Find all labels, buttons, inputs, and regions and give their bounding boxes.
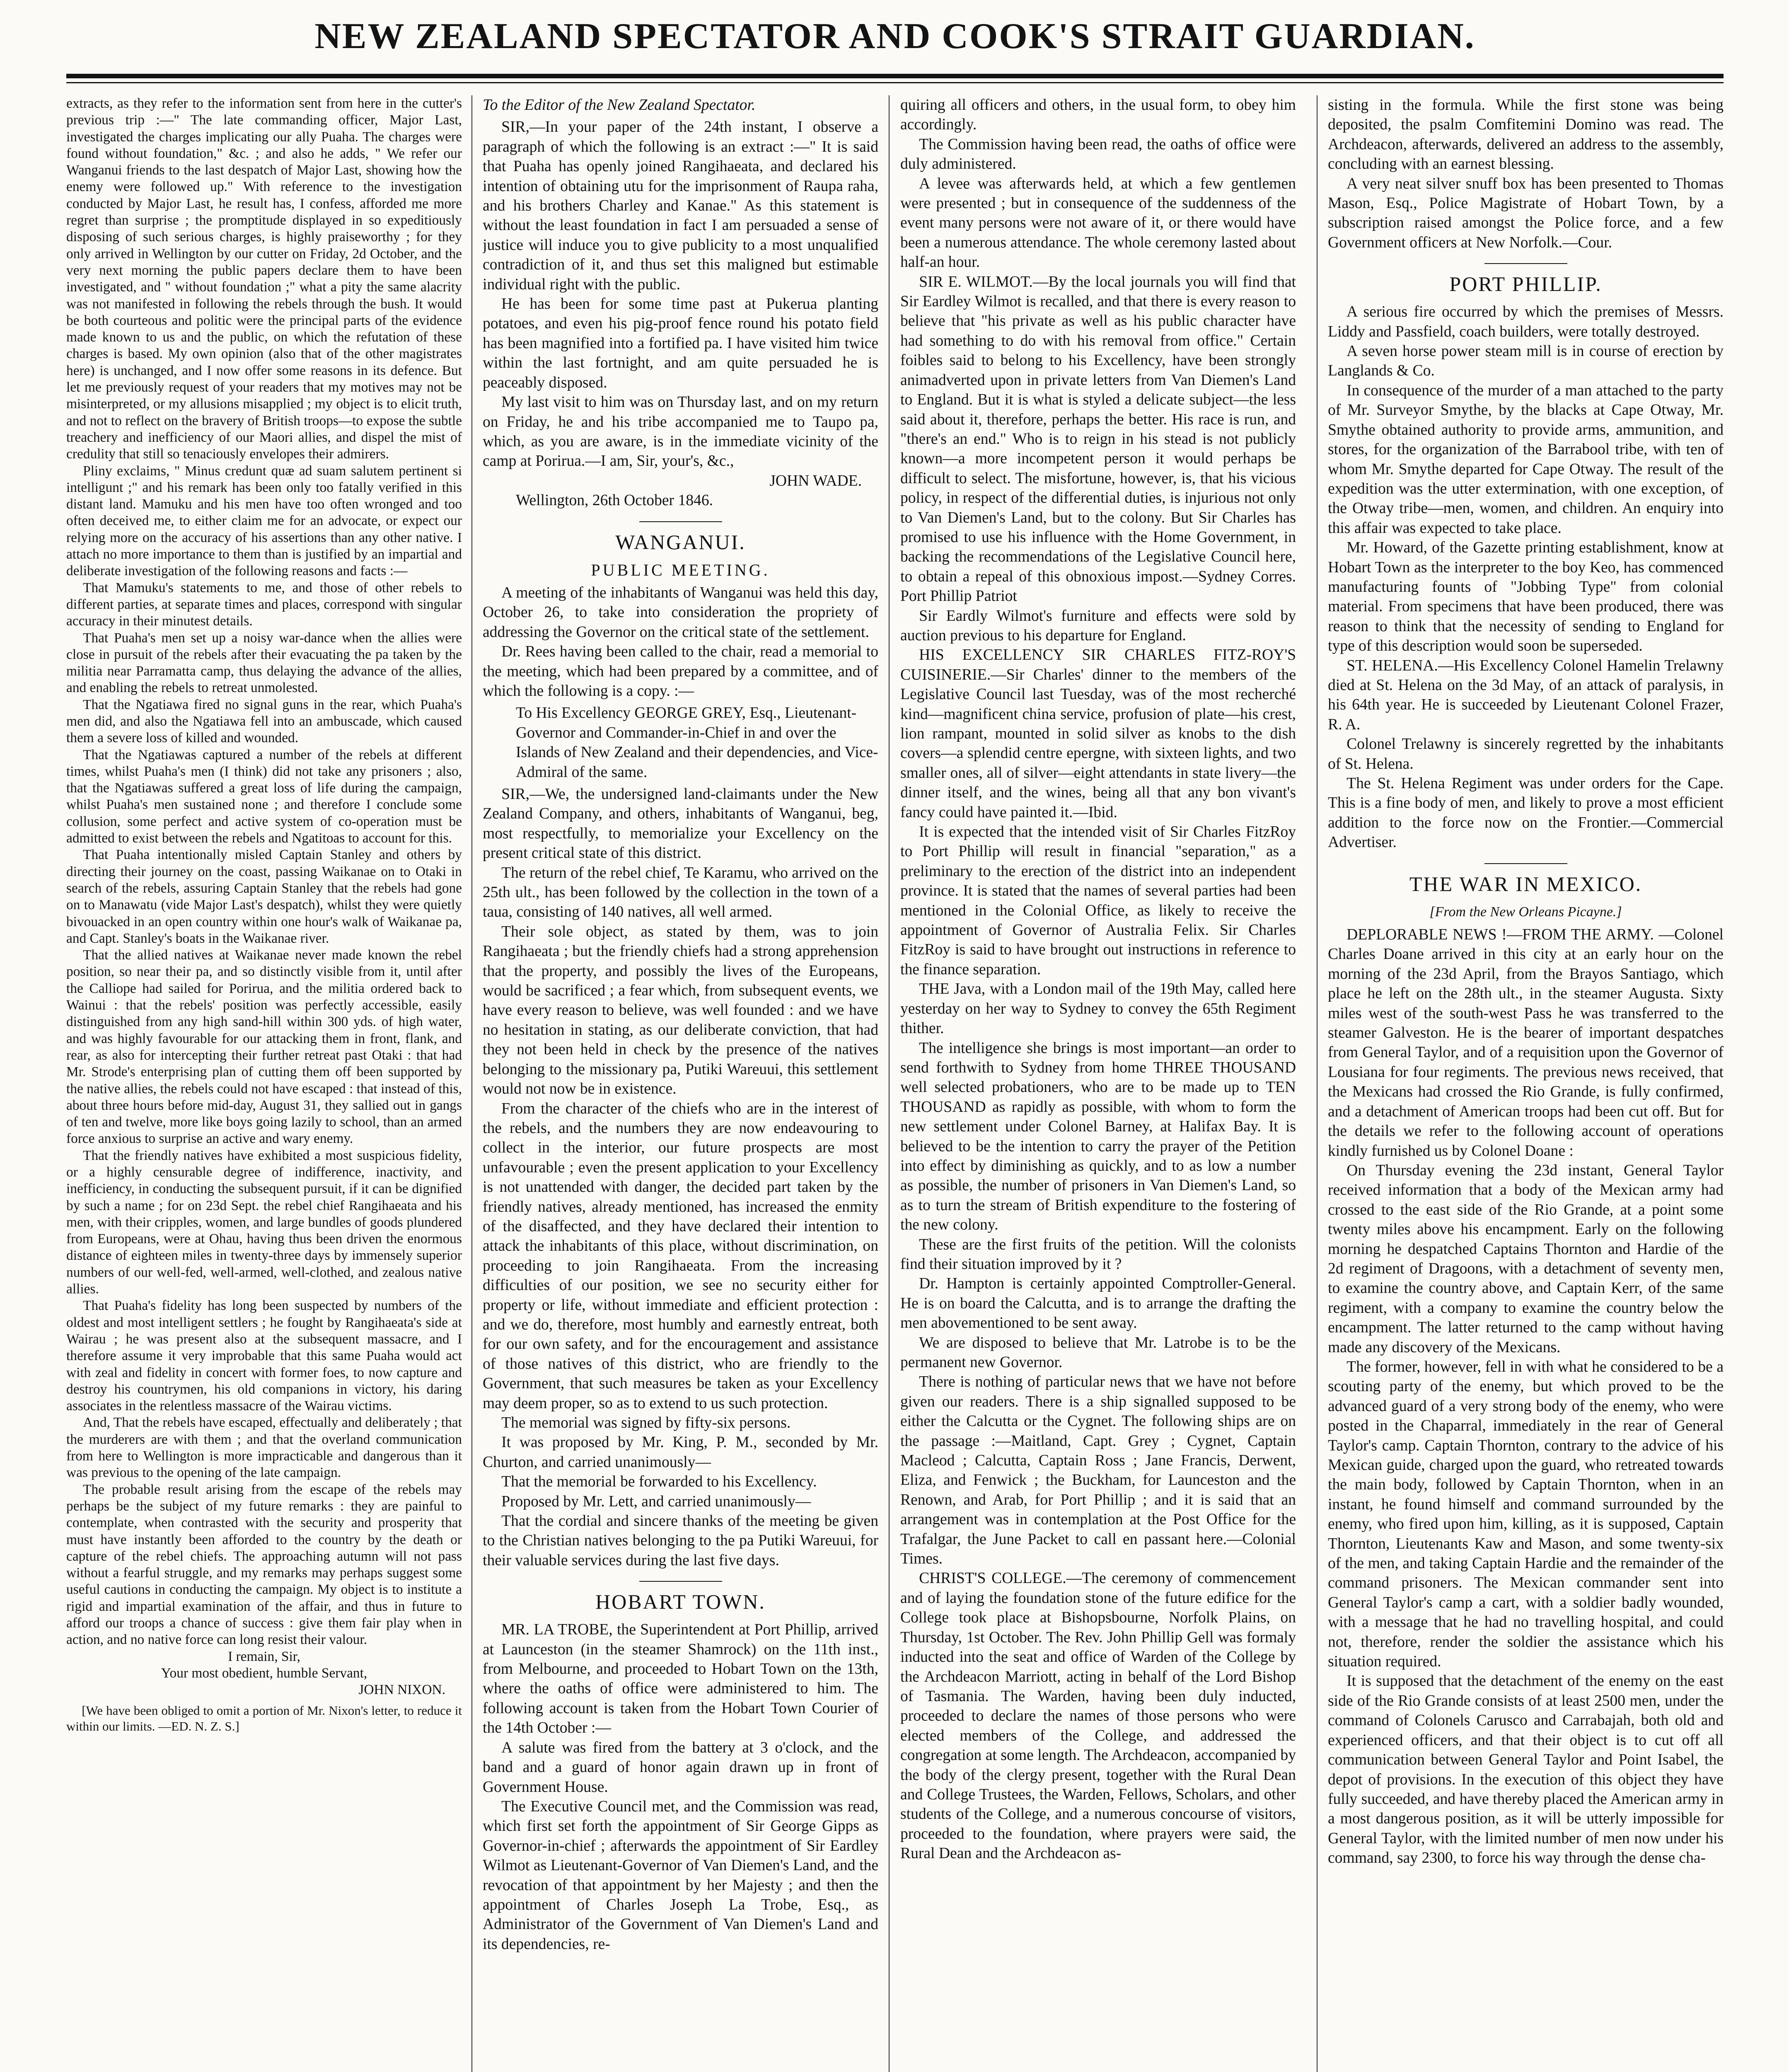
- article-paragraph: Mr. Howard, of the Gazette printing establishment, know at Hobart Town as the interpreter to the boy Keo, has commenced manufacturing founts of "Jobbing Type" from colonial material. From specimens that have been produced, there was reason to think that the necessity of sending to England for type of this description would soon be superseded.: [1328, 539, 1724, 655]
- article-paragraph: The former, however, fell in with what he considered to be a scouting party of the enemy, but which proved to be the advanced guard of a very strong body of the enemy, who were posted in the Chaparral, immediately in the rear of General Taylor's camp. Captain Thornton, contrary to the advice of his Mexican guide, charged upon the guard, who retreated towards the main body, followed by Captain Thornton, when in an instant, he found himself and command surrounded by the enemy, who fired upon him, killing, as it is supposed, Captain Thornton, Lieutenants Kaw and Mason, and some twenty-six of the men, and taking Captain Hardie and the remainder of the command prisoners. The Mexican commander sent into General Taylor's camp a cart, with a soldier badly wounded, with a message that he had no travelling hospital, and could not, therefore, render the soldier the assistance which his situation required.: [1328, 1358, 1724, 1670]
- article-paragraph: A serious fire occurred by which the premises of Messrs. Liddy and Passfield, coach builders, were totally destroyed.: [1328, 303, 1724, 340]
- heading-wanganui: WANGANUI.: [615, 530, 746, 554]
- article-paragraph: The St. Helena Regiment was under orders for the Cape. This is a fine body of men, and likely to prove a most efficient addition to the force now on the Frontier.—Commercial Advertiser.: [1328, 775, 1724, 851]
- article-paragraph: Their sole object, as stated by them, was to join Rangihaeata ; but the friendly chiefs had a strong apprehension that the property, and possibly the lives of the Europeans, would be sacrificed ; a fear which, from subsequent events, we have every reason to believe, was well founded : and we have no hesitation in stating, as our deliberate conviction, that had they not been held in check by the presence of the natives belonging to the missionary pa, Putiki Wareuui, this settlement would not now be in existence.: [483, 923, 878, 1098]
- column-1: [66, 95, 462, 2072]
- article-paragraph: Dr. Hampton is certainly appointed Comptroller-General. He is on board the Calcutta, and is to arrange the drafting the men abovementioned to be sent away.: [900, 1275, 1296, 1332]
- article-paragraph: SIR,—We, the undersigned land-claimants under the New Zealand Company, and others, inhabitants of Wanganui, beg, most respectfully, to memorialize your Excellency on the present critical state of this district.: [483, 786, 878, 862]
- memorial-body: [483, 784, 878, 1570]
- article-paragraph: Proposed by Mr. Lett, and carried unanimously—: [501, 1493, 811, 1510]
- article-paragraph: The return of the rebel chief, Te Karamu, who arrived on the 25th ult., has been followed by the collection in the town of a taua, consisting of 140 natives, all well armed.: [483, 864, 878, 921]
- article-paragraph: That the memorial be forwarded to his Excellency.: [501, 1473, 817, 1491]
- article-paragraph: A seven horse power steam mill is in course of erection by Langlands & Co.: [1328, 343, 1724, 380]
- section-rule: [639, 521, 722, 522]
- wade-place-date: Wellington, 26th October 1846.: [516, 492, 713, 509]
- heading-war-in-mexico: THE WAR IN MEXICO.: [1409, 872, 1642, 896]
- war-body: [1328, 925, 1724, 1868]
- article-paragraph: A salute was fired from the battery at 3 o'clock, and the band and a guard of honor again drawn up in front of Government House.: [483, 1739, 878, 1796]
- article-paragraph: Colonel Trelawny is sincerely regretted by the inhabitants of St. Helena.: [1328, 736, 1724, 772]
- article-paragraph: That the Ngatiawas captured a number of the rebels at different times, whilst Puaha's men (I think) did not take any prisoners ; also, that the Ngatiawas suffered a great loss of life during the campaign, whilst Puaha's men sustained none ; and therefore I conclude some collusion, some perfect and active system of co-operation must be admitted to exist between the rebels and Ngatitoas to account for this.: [66, 747, 462, 846]
- letter-servant: Your most obedient, humble Servant,: [161, 1665, 367, 1681]
- column-divider: [471, 95, 472, 2072]
- article-paragraph: The intelligence she brings is most important—an order to send forthwith to Sydney from home THREE THOUSAND well selected probationers, who are to be made up to TEN THOUSAND as rapidly as possible, with whom to form the new settlement under Colonel Barney, at Halifax Bay. It is believed to be the intention to carry the prayer of the Petition into effect by diminishing as quickly, and to as low a number as possible, the number of prisoners in Van Diemen's Land, so as to turn the stream of British expenditure to the fostering of the new colony.: [900, 1039, 1296, 1234]
- column-divider: [1317, 95, 1318, 2072]
- article-paragraph: From the character of the chiefs who are in the interest of the rebels, and the numbers they are now endeavouring to collect in the interior, our future prospects are most unfavourable ; even the present application to your Excellency is not unattended with danger, the decided part taken by the friendly natives, already mentioned, has increased the enmity of the disaffected, and they have declared their intention to attack the inhabitants of this place, without discrimination, on proceeding to join Rangihaeata. From the increasing difficulties of our position, we see no security either for property or life, without immediate and efficient protection : and we do, therefore, most humbly and earnestly entreat, both for our own safety, and for the encouragement and assistance of those natives of this district, who are friendly to the Government, that such measures be taken as your Excellency may deem proper, so as to extend to us such protection.: [483, 1100, 878, 1412]
- article-paragraph: The Commission having been read, the oaths of office were duly administered.: [900, 136, 1296, 173]
- section-rule: [1484, 263, 1567, 264]
- article-paragraph: MR. LA TROBE, the Superintendent at Port Phillip, arrived at Launceston (in the steamer Shamrock) on the 11th inst., from Melbourne, and proceeded to Hobart Town on the 13th, where the oaths of office were administered to him. The following account is taken from the Hobart Town Courier of the 14th October :—: [483, 1621, 878, 1737]
- article-paragraph: SIR,—In your paper of the 24th instant, I observe a paragraph of which the following is an extract :—" It is said that Puaha has openly joined Rangihaeata, and declared his intention of obtaining utu for the imprisonment of Raupa raha, and his brothers Charley and Kanae." As this statement is without the least foundation in fact I am persuaded a sense of justice will induce you to give publicity to a most unqualified contradiction of it, and thus set this maligned but estimable individual right with the public.: [483, 119, 878, 293]
- article-paragraph: It is supposed that the detachment of the enemy on the east side of the Rio Grande consists of at least 2500 men, under the command of Colonels Carusco and Carrabajah, both old and experienced officers, and that their object is to cut off all communication between General Taylor and Point Isabel, the depot of provisions. In the execution of this object they have fully succeeded, and have thereby placed the American army in a most dangerous position, as it will be utterly impossible for General Taylor, with the limited number of men now under his command, say 2300, to force his way through the dense cha-: [1328, 1673, 1724, 1867]
- column-4: [1328, 95, 1724, 2072]
- section-rule: [639, 1581, 722, 1582]
- article-paragraph: That the allied natives at Waikanae never made known the rebel position, so near their pa, and so distinctly visible from it, until after the Calliope had sailed for Porirua, and the militia ordered back to Wainui : that the rebels' position was perfectly accessible, easily distinguished from any high sand-hill within 300 yds. of high water, and was highly favourable for our attacking them in front, flank, and rear, as also for intercepting their further retreat past Otaki : that had Mr. Strode's enterprising plan of cutting them off been supported by the native allies, the rebels could not have escaped : that instead of this, about three hours before mid-day, August 31, they sallied out in gangs of ten and twelve, more like boys going lazily to school, than an armed force anxious to surprise an active and wary enemy.: [66, 947, 462, 1147]
- column-2: [483, 95, 878, 2072]
- subheading-public-meeting: PUBLIC MEETING.: [591, 560, 770, 579]
- masthead-rule-thin: [66, 82, 1724, 83]
- article-paragraph: A very neat silver snuff box has been presented to Thomas Mason, Esq., Police Magistrate of Hobart Town, by a subscription raised amongst the Police force, and a few Government officers at New Norfolk.—Cour.: [1328, 175, 1724, 251]
- article-paragraph: THE Java, with a London mail of the 19th May, called here yesterday on her way to Sydney to convey the 65th Regiment thither.: [900, 980, 1296, 1037]
- column-divider: [889, 95, 890, 2072]
- heading-port-phillip: PORT PHILLIP.: [1449, 272, 1602, 296]
- article-paragraph: A meeting of the inhabitants of Wanganui was held this day, October 26, to take into consideration the propriety of addressing the Governor on the critical state of the settlement.: [483, 584, 878, 641]
- wade-signature: JOHN WADE.: [769, 472, 862, 489]
- article-paragraph: These are the first fruits of the petition. Will the colonists find their situation improved by it ?: [900, 1236, 1296, 1273]
- letter-signature: JOHN NIXON.: [358, 1682, 445, 1698]
- article-paragraph: Pliny exclaims, " Minus credunt quæ ad suam salutem pertinent si intelligunt ;" and his remark has been only too fatally verified in this distant land. Mamuku and his men have too often wronged and too often deceived me, to either claim me for an advocate, or expect our relying more on the accuracy of his assertions than any other native. I attach no more importance to them than is justified by an impartial and deliberate investigation of the following reasons and facts :—: [66, 463, 462, 579]
- letter-to-editor: To the Editor of the New Zealand Spectator.: [483, 97, 756, 114]
- article-paragraph: DEPLORABLE NEWS !—FROM THE ARMY. —Colonel Charles Doane arrived in this city at an early hour on the morning of the 23d April, from the Brayos Santiago, which place he left on the 28th ult., in the steamer Augusta. Sixty miles west of the south-west Pass he was transferred to the steamer Galveston. He is the bearer of important despatches from General Taylor, and of a requisition upon the Governor of Lousiana for four regiments. The previous news received, that the Mexicans had crossed the Rio Grande, is fully confirmed, and a detachment of American troops had been cut off. But for the details we refer to the following account of operations kindly furnished us by Colonel Doane :: [1328, 926, 1724, 1159]
- article-paragraph: quiring all officers and others, in the usual form, to obey him accordingly.: [900, 97, 1296, 133]
- article-paragraph: Dr. Rees having been called to the chair, read a memorial to the meeting, which had been prepared by a committee, and of which the following is a copy. :—: [483, 643, 878, 700]
- masthead-title: NEW ZEALAND SPECTATOR AND COOK'S STRAIT GUARDIAN.: [314, 16, 1475, 56]
- article-paragraph: In consequence of the murder of a man attached to the party of Mr. Surveyor Smythe, by the blacks at Cape Otway, Mr. Smythe obtained authority to provide arms, ammunition, and stores, for the organization of the Barrabool tribe, with ten of whom Mr. Smythe departed for Cape Otway. The result of the expedition was the utter extermination, with one exception, of the Otway tribe—men, women, and children. An enquiry into this affair was expected to take place.: [1328, 382, 1724, 537]
- editor-note: [We have been obliged to omit a portion of Mr. Nixon's letter, to reduce it within our limits. —ED. N. Z. S.]: [66, 1703, 462, 1733]
- article-paragraph: It was proposed by Mr. King, P. M., seconded by Mr. Churton, and carried unanimously—: [483, 1434, 878, 1471]
- article-paragraph: ST. HELENA.—His Excellency Colonel Hamelin Trelawny died at St. Helena on the 3d May, of an attack of paralysis, in his 64th year. He is succeeded by Lieutenant Colonel Frazer, R. A.: [1328, 657, 1724, 733]
- article-paragraph: sisting in the formula. While the first stone was being deposited, the psalm Comfitemini Domino was read. The Archdeacon, afterwards, delivered an address to the assembly, concluding with an earnest blessing.: [1328, 97, 1724, 173]
- wade-letter-body: [483, 117, 878, 471]
- article-paragraph: The probable result arising from the escape of the rebels may perhaps be the subject of my future remarks : they are painful to contemplate, when contrasted with the security and prosperity that must have instantly been afforded to the country by the death or capture of the rebel chiefs. The approaching autumn will not pass without a fearful struggle, and my remarks may perhaps suggest some useful cautions in conducting the campaign. My object is to institute a rigid and impartial examination of the affair, and thus in future to afford our troops a chance of success : give them fair play when in action, and no native force can long resist their valour.: [66, 1481, 462, 1648]
- article-paragraph: That Puaha intentionally misled Captain Stanley and others by directing their journey on the coast, passing Waikanae on to Otaki in search of the rebels, assuring Captain Stanley that the rebels had gone on to Manawatu (vide Major Last's despatch), whilst they were quietly bivouacked in an open country within one hour's walk of Waikanae pa, and Capt. Stanley's boats in the Waikanae river.: [66, 847, 462, 946]
- columns: [66, 95, 1724, 2072]
- column-4-intro: [1328, 95, 1724, 252]
- article-paragraph: Sir Eardly Wilmot's furniture and effects were sold by auction previous to his departure for England.: [900, 607, 1296, 644]
- letter-closing: I remain, Sir,: [228, 1648, 300, 1664]
- wanganui-body: [483, 583, 878, 701]
- port-phillip-body: [1328, 302, 1724, 852]
- column-3-body: [900, 95, 1296, 1864]
- article-paragraph: That the friendly natives have exhibited a most suspicious fidelity, or a highly censurable degree of indifference, inactivity, and inefficiency, in conducting the subsequent pursuit, if it can be dignified by such a name ; for on 23d Sept. the rebel chief Rangihaeata and his men, with their cripples, women, and large bundles of goods plundered from Europeans, were at Ohau, having thus been driven the enormous distance of eighteen miles in twenty-three days by immensely superior numbers of our well-fed, well-armed, well-clothed, and zealous native allies.: [66, 1147, 462, 1297]
- hobart-body: [483, 1620, 878, 1954]
- article-paragraph: On Thursday evening the 23d instant, General Taylor received information that a body of the Mexican army had crossed to the east side of the Rio Grande, at a point some twenty miles above his encampment. Early on the following morning he despatched Captains Thornton and Hardie of the 2d regiment of Dragoons, with a detachment of seventy men, to examine the country above, and Captain Kerr, of the same regiment, with a company to examine the country below the encampment. The latter returned to the camp without having made any discovery of the Mexicans.: [1328, 1162, 1724, 1356]
- article-paragraph: And, That the rebels have escaped, effectually and deliberately ; that the murderers are with them ; and that the overland communication from here to Wellington is more impracticable and dangerous than it was previous to the opening of the late campaign.: [66, 1415, 462, 1481]
- heading-hobart-town: HOBART TOWN.: [595, 1590, 766, 1614]
- war-source-note: [From the New Orleans Picayne.]: [1429, 904, 1622, 920]
- column-3: [900, 95, 1296, 2072]
- article-paragraph: The memorial was signed by fifty-six persons.: [501, 1414, 791, 1431]
- article-paragraph: A levee was afterwards held, at which a few gentlemen were presented ; but in consequence of the suddenness of the event many persons were not aware of it, or there would have been a numerous attendance. The whole ceremony lasted about half-an hour.: [900, 175, 1296, 271]
- article-paragraph: That Mamuku's statements to me, and those of other rebels to different parties, at separate times and places, correspond with singular accuracy in their minutest details.: [66, 580, 462, 629]
- article-paragraph: That Puaha's men set up a noisy war-dance when the allies were close in pursuit of the rebels after their evacuating the pa taken by the militia near Parramatta camp, thus delaying the advance of the allies, and enabling the rebels to retreat unmolested.: [66, 630, 462, 696]
- masthead-rule-thick: [66, 74, 1724, 78]
- article-paragraph: My last visit to him was on Thursday last, and on my return on Friday, he and his tribe accompanied me to Taupo pa, which, as you are aware, is in the immediate vicinity of the camp at Porirua.—I am, Sir, your's, &c.,: [483, 394, 878, 470]
- article-paragraph: It is expected that the intended visit of Sir Charles FitzRoy to Port Phillip will result in financial "separation," as a preliminary to the erection of the district into an independent province. It is stated that the names of several parties had been mentioned in the Colonial Office, as likely to receive the appointment of Governor of Australia Felix. Sir Charles FitzRoy is said to have brought out instructions in reference to the finance separation.: [900, 823, 1296, 978]
- article-paragraph: HIS EXCELLENCY SIR CHARLES FITZ-ROY'S CUISINERIE.—Sir Charles' dinner to the members of the Legislative Council last Tuesday, was of the most recherché kind—magnificent china service, profusion of plate—his crest, lion rampant, mounted in solid silver as knobs to the dish covers—a splendid centre epergne, with sixteen lights, and two smaller ones, all of silver—eight attendants in state livery—the dinner itself, and the wines, being all that any bon vivant's fancy could have painted it.—Ibid.: [900, 646, 1296, 821]
- article-paragraph: CHRIST'S COLLEGE.—The ceremony of commencement and of laying the foundation stone of the future edifice for the College took place at Bishopsbourne, Norfolk Plains, on Thursday, 1st October. The Rev. John Phillip Gell was formaly inducted into the seat and office of Warden of the College by the Archdeacon Marriott, acting in behalf of the Lord Bishop of Tasmania. The Warden, having been duly inducted, proceeded to declare the names of those persons who were elected members of the College, and addressed the congregation at some length. The Archdeacon, accompanied by the body of the clergy present, together with the Rural Dean and College Trustees, the Warden, Fellows, Scholars, and other students of the College, and a numerous concourse of visitors, proceeded to the foundation, where prayers were said, the Rural Dean and the Archdeacon as-: [900, 1570, 1296, 1862]
- article-paragraph: The Executive Council met, and the Commission was read, which first set forth the appointment of Sir George Gipps as Governor-in-chief ; afterwards the appointment of Sir Eardley Wilmot as Lieutenant-Governor of Van Diemen's Land, and the revocation of that appointment by her Majesty ; and then the appointment of Charles Joseph La Trobe, Esq., as Administrator of the Government of Van Diemen's Land and its dependencies, re-: [483, 1798, 878, 1953]
- article-paragraph: We are disposed to believe that Mr. Latrobe is to be the permanent new Governor.: [900, 1334, 1296, 1371]
- article-paragraph: There is nothing of particular news that we have not before given our readers. There is a ship signalled supposed to be either the Calcutta or the Cygnet. The following ships are on the passage :—Maitland, Capt. Grey ; Cygnet, Captain Macleod ; Calcutta, Captain Ross ; Jane Francis, Derwent, Eliza, and Fenwick ; the Buckham, for Launceston and the Renown, and Arab, for Port Phillip ; and it is said that an arrangement was in contemplation at the Post Office for the Trafalgar, the June Packet to call en passant here.—Colonial Times.: [900, 1373, 1296, 1568]
- memorial-address: To His Excellency GEORGE GREY, Esq., Lieutenant-Governor and Commander-in-Chief in and over the Islands of New Zealand and their dependencies, and Vice-Admiral of the same.: [516, 704, 878, 781]
- section-rule: [1484, 863, 1567, 864]
- article-paragraph: That Puaha's fidelity has long been suspected by numbers of the oldest and most intelligent settlers ; he fought by Rangihaeata's side at Wairau ; he was present also at the subsequent massacre, and I therefore assume it very improbable that this same Puaha would act with zeal and fidelity in concert with former foes, to now capture and destroy his countrymen, his old companions in victory, his daring associates in the relentless massacre of the Wairau victims.: [66, 1298, 462, 1414]
- article-paragraph: SIR E. WILMOT.—By the local journals you will find that Sir Eardley Wilmot is recalled, and that there is every reason to believe that "his private as well as his public character have had something to do with his removal from office." Certain foibles said to belong to his Excellency, have been strongly animadverted upon in private letters from Van Diemen's Land to England. But it is what is styled a delicate subject—the less said about it, therefore, perhaps the better. His race is run, and "there's an end." Who is to reign in his stead is not publicly known—a more incompetent person it would perhaps be difficult to select. The misfortune, however, is, that his vicious policy, in respect of the differential duties, is injurious not only to Van Diemen's Land, but to the colony. But Sir Charles has promised to use his influence with the Home Government, in backing the recommendations of the Legislative Council here, to obtain a repeal of this obnoxious impost.—Sydney Corres. Port Phillip Patriot: [900, 273, 1296, 605]
- article-paragraph: extracts, as they refer to the information sent from here in the cutter's previous trip :—" The late commanding officer, Major Last, investigated the charges implicating our ally Puaha. The charges were found without foundation," &c. ; and also he adds, " We refer our Wanganui friends to the last despatch of Major Last, showing how the enemy were followed up." With reference to the investigation conducted by Major Last, he result has, I confess, afforded me more regret than surprise ; the promptitude displayed in so expeditiously disposing of such serious charges, is highly praiseworthy ; for they only arrived in Wellington by our cutter on Friday, 2d October, and the very next morning the public papers declare them to have been investigated, and " without foundation ;" what a pity the same alacrity was not manifested in following the rebels through the bush. It would be both courteous and politic were the principal parts of the evidence made known to us and the public, on which the refutation of these charges is based. My own opinion (also that of the other magistrates here) is unchanged, and I now offer some reasons in its defence. But let me previously request of your readers that my motives may not be misinterpreted, or my allusions misapplied ; my object is to elicit truth, and not to reflect on the bravery of British troops—to expose the subtle treachery and inefficiency of our Maori allies, and dispel the mist of credulity that still so tenaciously envelopes their admirers.: [66, 96, 462, 462]
- article-paragraph: That the cordial and sincere thanks of the meeting be given to the Christian natives belonging to the pa Putiki Wareuui, for their valuable services during the last five days.: [483, 1513, 878, 1569]
- article-paragraph: He has been for some time past at Pukerua planting potatoes, and even his pig-proof fence round his potato field has been magnified into a fortified pa. I have visited him twice within the last fortnight, and am quite persuaded he is peaceably disposed.: [483, 295, 878, 391]
- nixon-letter-body: [66, 95, 462, 1648]
- article-paragraph: That the Ngatiawa fired no signal guns in the rear, which Puaha's men did, and also the Ngatiawa fell into an ambuscade, which caused them a severe loss of killed and wounded.: [66, 697, 462, 746]
